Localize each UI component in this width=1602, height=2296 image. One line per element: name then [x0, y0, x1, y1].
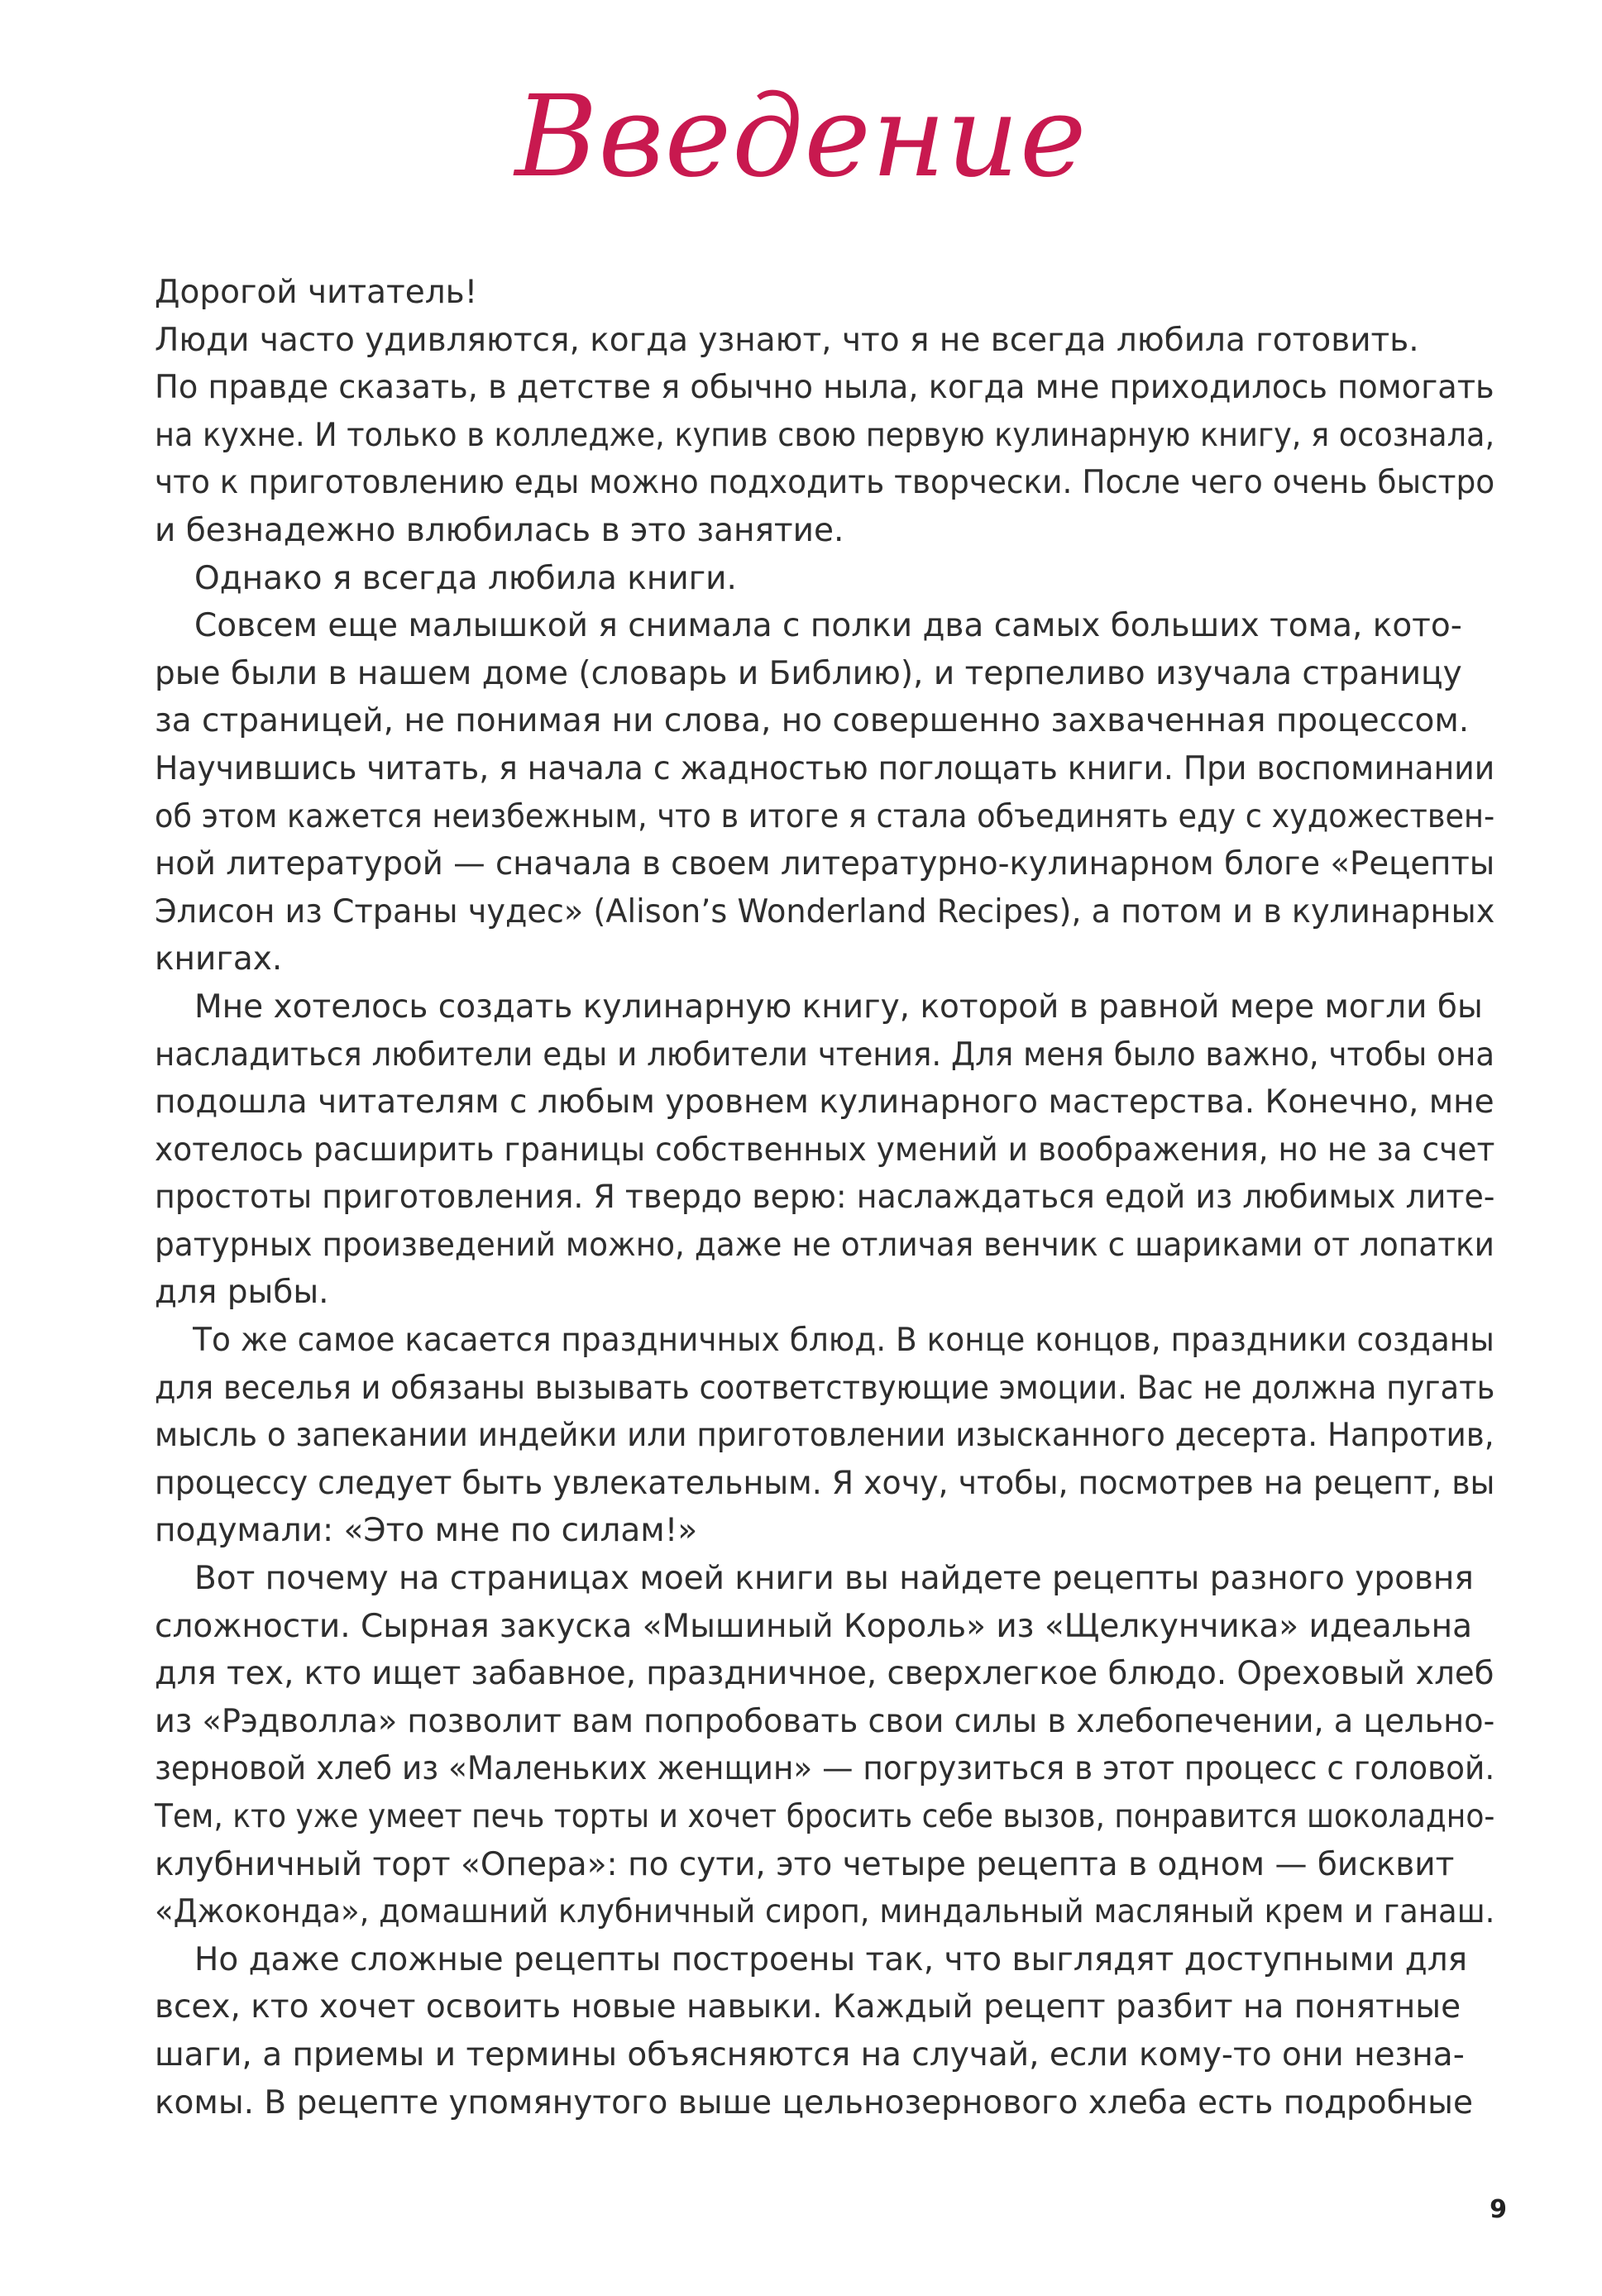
text-line: Научившись читать, я начала с жадностью поглощать книги. При воспоминании: [155, 749, 1495, 787]
text-line: Дорогой читатель!: [155, 274, 478, 311]
text-line: подумали: «Это мне по силам!»: [155, 1512, 698, 1550]
text-line: Совсем еще малышкой я снимала с полки два самых больших тома, кото-: [194, 607, 1462, 645]
text-line: процессу следует быть увлекательным. Я хочу, чтобы, посмотрев на рецепт, вы: [155, 1464, 1495, 1502]
text-line: хотелось расширить границы собственных умений и воображения, но не за счет: [155, 1131, 1495, 1169]
page-number: 9: [1490, 2195, 1507, 2224]
text-line: Элисон из Страны чудес» (Alison’s Wonderland Recipes), а потом и в кулинарных: [155, 892, 1495, 930]
text-line: за страницей, не понимая ни слова, но совершенно захваченная процессом.: [155, 702, 1470, 740]
text-line: По правде сказать, в детстве я обычно ныла, когда мне приходилось помогать: [155, 369, 1494, 407]
text-line: сложности. Сырная закуска «Мышиный Король» из «Щелкунчика» идеальна: [155, 1607, 1473, 1645]
text-line: для тех, кто ищет забавное, праздничное, сверхлегкое блюдо. Ореховый хлеб: [155, 1655, 1494, 1693]
text-line: простоты приготовления. Я твердо верю: наслаждаться едой из любимых лите-: [155, 1179, 1495, 1217]
text-line: для веселья и обязаны вызывать соответствующие эмоции. Вас не должна пугать: [155, 1369, 1495, 1407]
text-line: насладиться любители еды и любители чтения. Для меня было важно, чтобы она: [155, 1036, 1495, 1074]
text-line: и безнадежно влюбилась в это занятие.: [155, 511, 844, 549]
text-line: комы. В рецепте упомянутого выше цельнозернового хлеба есть подробные: [155, 2083, 1473, 2121]
text-line: для рыбы.: [155, 1274, 329, 1312]
text-line: из «Рэдволла» позволит вам попробовать свои силы в хлебопечении, а цельно-: [155, 1702, 1495, 1740]
text-line: Мне хотелось создать кулинарную книгу, которой в равной мере могли бы: [194, 988, 1483, 1026]
text-line: шаги, а приемы и термины объясняются на случай, если кому-то они незна-: [155, 2035, 1465, 2074]
text-line: мысль о запекании индейки или приготовлении изысканного десерта. Напротив,: [155, 1417, 1494, 1455]
text-line: Тем, кто уже умеет печь торты и хочет бросить себе вызов, понравится шоколадно-: [155, 1798, 1495, 1835]
text-line: «Джоконда», домашний клубничный сироп, миндальный масляный крем и ганаш.: [155, 1893, 1495, 1931]
text-line: что к приготовлению еды можно подходить творчески. После чего очень быстро: [155, 464, 1495, 502]
text-line: на кухне. И только в колледже, купив свою первую кулинарную книгу, я осознала,: [155, 416, 1495, 454]
text-line: книгах.: [155, 940, 283, 978]
text-line: Люди часто удивляются, когда узнают, что я не всегда любила готовить.: [155, 321, 1419, 359]
text-line: Однако я всегда любила книги.: [194, 559, 737, 597]
text-line: То же самое касается праздничных блюд. В конце концов, праздники созданы: [193, 1322, 1494, 1360]
text-line: ной литературой — сначала в своем литературно-кулинарном блоге «Рецепты: [155, 845, 1495, 883]
text-line: Вот почему на страницах моей книги вы найдете рецепты разного уровня: [194, 1560, 1474, 1598]
text-line: Но даже сложные рецепты построены так, что выглядят доступными для: [194, 1940, 1468, 1978]
text-line: зерновой хлеб из «Маленьких женщин» — погрузиться в этот процесс с головой.: [155, 1750, 1495, 1788]
text-line: клубничный торт «Опера»: по сути, это четыре рецепта в одном — бисквит: [155, 1845, 1455, 1883]
text-line: ратурных произведений можно, даже не отличая венчик с шариками от лопатки: [155, 1226, 1494, 1264]
text-line: подошла читателям с любым уровнем кулинарного мастерства. Конечно, мне: [155, 1083, 1494, 1122]
body-text: [155, 269, 1494, 2126]
page-title: Введение: [514, 72, 1088, 203]
text-line: об этом кажется неизбежным, что в итоге я стала объединять еду с художествен-: [155, 797, 1495, 835]
text-line: всех, кто хочет освоить новые навыки. Каждый рецепт разбит на понятные: [155, 1988, 1461, 2026]
text-line: рые были в нашем доме (словарь и Библию), и терпеливо изучала страницу: [155, 654, 1462, 692]
